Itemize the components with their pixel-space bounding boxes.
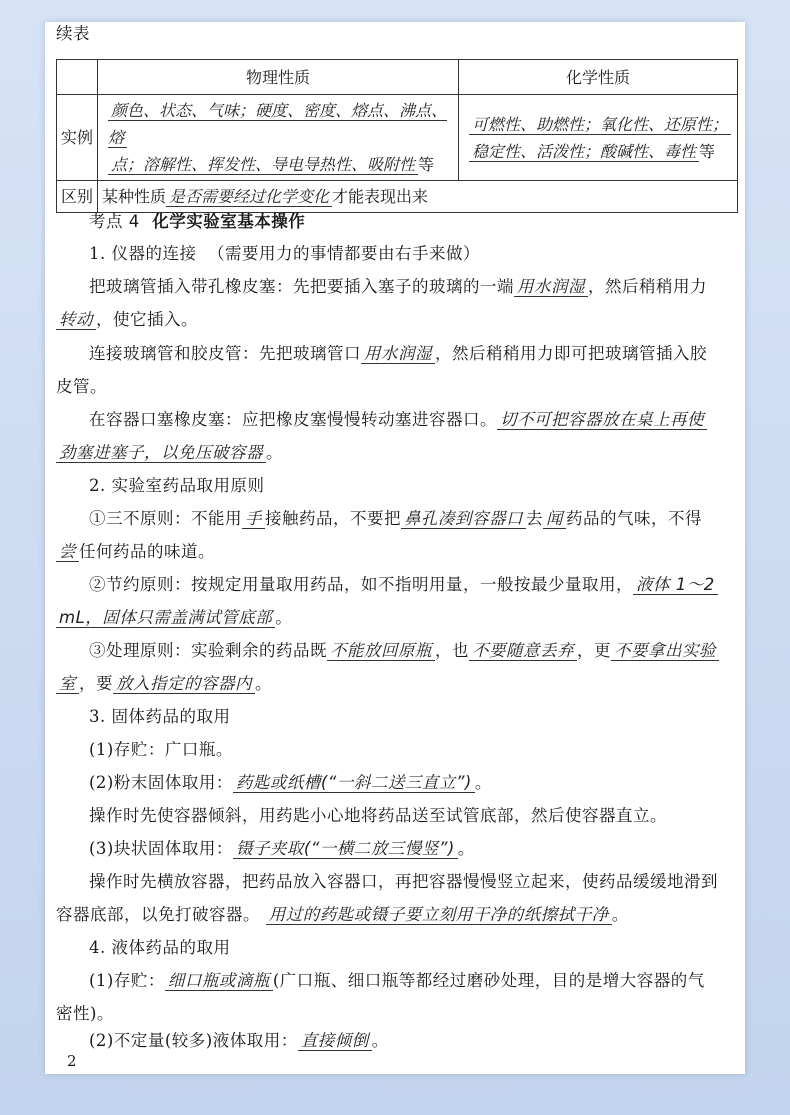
blank-answer: 鼻孔凑到容器口 <box>401 509 526 529</box>
liquid-pour-line <box>89 1029 389 1053</box>
blank-answer: 劲塞进塞子，以免压破容器 <box>56 443 266 463</box>
blank-answer: 用过的药匙或镊子要立刻用干净的纸擦拭干净 <box>266 905 612 925</box>
difference-post: 才能表现出来 <box>332 187 429 206</box>
continued-label: 续表 <box>56 24 90 43</box>
text: 。 <box>275 608 293 627</box>
text: ②节约原则：按规定用量取用药品，如不指明用量，一般按最少量取用， <box>89 575 633 594</box>
text: ，然后稍稍用力即可把玻璃管插入胶 <box>435 344 707 363</box>
block-solid-line <box>89 837 475 861</box>
text: (3)块状固体取用： <box>89 839 233 858</box>
physical-examples-etc: 等 <box>418 155 435 174</box>
blank-answer: 不要随意丢弃 <box>469 641 577 661</box>
blank-answer: mL，固体只需盖满试管底部 <box>56 608 275 628</box>
paragraph-stopper-line1 <box>89 275 707 299</box>
blank-answer: 闻 <box>543 509 566 529</box>
difference-label: 区别 <box>57 181 98 213</box>
text: 。 <box>371 1031 389 1050</box>
table-row-examples <box>57 95 738 181</box>
difference-cell <box>98 181 738 213</box>
text: 。 <box>457 839 475 858</box>
text: ，也 <box>435 641 469 660</box>
physical-examples-cell <box>98 95 459 181</box>
text: 容器底部，以免打破容器。 <box>56 905 260 924</box>
blank-answer: 不要拿出实验 <box>611 641 719 661</box>
text: 连接玻璃管和胶皮管：先把玻璃管口 <box>89 344 361 363</box>
chemical-examples-cell <box>459 95 738 181</box>
text: 。 <box>266 443 283 462</box>
text: ，使它插入。 <box>96 310 198 329</box>
paragraph-hose-line2: 皮管。 <box>56 377 107 396</box>
topic-1-title: 1. 仪器的连接 <box>89 244 197 263</box>
blank-answer: 药匙或纸槽(“一斜二送三直立”) <box>233 773 475 793</box>
text: 。 <box>611 905 629 924</box>
blank-answer: 用水润湿 <box>361 344 435 364</box>
blank-answer: 细口瓶或滴瓶 <box>165 971 273 991</box>
text: (广口瓶、细口瓶等都经过磨砂处理，目的是增大容器的气 <box>272 971 705 990</box>
rule-three-no-line1 <box>89 507 702 531</box>
text: ③处理原则：实验剩余的药品既 <box>89 641 327 660</box>
blank-answer: 放入指定的容器内 <box>113 674 255 694</box>
text: ，要 <box>79 674 113 693</box>
paragraph-plug-line2 <box>56 441 283 465</box>
difference-pre: 某种性质 <box>102 187 167 206</box>
blank-answer: 镊子夹取(“一横二放三慢竖”) <box>233 839 458 859</box>
text: 药品的气味，不得 <box>566 509 702 528</box>
chemical-examples-line1: 可燃性、助燃性；氧化性、还原性； <box>469 115 731 135</box>
solid-storage: (1)存贮：广口瓶。 <box>89 740 233 759</box>
text: 在容器口塞橡皮塞：应把橡皮塞慢慢转动塞进容器口。 <box>89 410 497 429</box>
liquid-storage-line2: 密性)。 <box>56 1004 114 1023</box>
blank-answer: 用水润湿 <box>514 277 588 297</box>
section-title <box>89 210 305 234</box>
powder-operation: 操作时先使容器倾斜，用药匙小心地将药品送至试管底部，然后使容器直立。 <box>89 806 667 825</box>
text: 任何药品的味道。 <box>79 542 215 561</box>
powder-solid-line <box>89 771 492 795</box>
text: ，然后稍稍用力 <box>588 277 707 296</box>
paragraph-stopper-line2 <box>56 308 198 332</box>
topic-4-heading: 4. 液体药品的取用 <box>89 938 231 957</box>
physical-examples-line1: 颜色、状态、气味；硬度、密度、熔点、沸点、熔 <box>108 101 448 147</box>
topic-2-heading: 2. 实验室药品取用原则 <box>89 476 265 495</box>
topic-1-heading <box>89 242 480 266</box>
text: 。 <box>474 773 492 792</box>
blank-answer: 直接倾倒 <box>298 1031 372 1051</box>
chemical-examples-etc: 等 <box>699 141 716 161</box>
difference-fill: 是否需要经过化学变化 <box>166 187 332 207</box>
example-label: 实例 <box>57 95 98 181</box>
rule-disposal-line2 <box>56 672 272 696</box>
section-heading: 化学实验室基本操作 <box>152 212 306 231</box>
table-header-row <box>57 60 738 95</box>
table-corner-cell <box>57 60 98 95</box>
blank-answer: 切不可把容器放在桌上再使 <box>497 410 707 430</box>
properties-table <box>56 59 738 213</box>
topic-1-note: （需要用力的事情都要由右手来做） <box>208 244 480 263</box>
rule-saving-line2 <box>56 606 292 630</box>
block-operation-line1: 操作时先横放容器，把药品放入容器口，再把容器慢慢竖立起来，使药品缓缓地滑到 <box>89 872 718 891</box>
blank-answer: 转动 <box>56 310 96 330</box>
blank-answer: 手 <box>242 509 265 529</box>
chemical-examples-line2: 稳定性、活泼性；酸碱性、毒性 <box>469 142 699 162</box>
chemical-header: 化学性质 <box>459 60 738 95</box>
document-page <box>45 22 745 1074</box>
rule-disposal-line1 <box>89 639 719 663</box>
page-number: 2 <box>67 1052 77 1070</box>
table-row-difference <box>57 181 738 213</box>
rule-saving-line1 <box>89 573 718 597</box>
liquid-storage-line1 <box>89 969 705 993</box>
text: 去 <box>526 509 543 528</box>
blank-answer: 尝 <box>56 542 79 562</box>
text: 把玻璃管插入带孔橡皮塞：先把要插入塞子的玻璃的一端 <box>89 277 514 296</box>
paragraph-hose-line1 <box>89 342 707 366</box>
topic-3-heading: 3. 固体药品的取用 <box>89 707 231 726</box>
text: (1)存贮： <box>89 971 165 990</box>
text: 接触药品，不要把 <box>265 509 401 528</box>
text: (2)不定量(较多)液体取用： <box>89 1031 298 1050</box>
text: 。 <box>255 674 272 693</box>
blank-answer: 室 <box>56 674 79 694</box>
physical-header: 物理性质 <box>98 60 459 95</box>
blank-answer: 液体 1～2 <box>633 575 718 595</box>
section-number: 考点 4 <box>89 212 140 231</box>
block-operation-line2 <box>56 903 629 927</box>
text: (2)粉末固体取用： <box>89 773 233 792</box>
physical-examples-line2: 点；溶解性、挥发性、导电导热性、吸附性 <box>108 155 418 175</box>
blank-answer: 不能放回原瓶 <box>327 641 435 661</box>
text: ，更 <box>577 641 611 660</box>
paragraph-plug-line1 <box>89 408 707 432</box>
text: ①三不原则：不能用 <box>89 509 242 528</box>
rule-three-no-line2 <box>56 540 215 564</box>
